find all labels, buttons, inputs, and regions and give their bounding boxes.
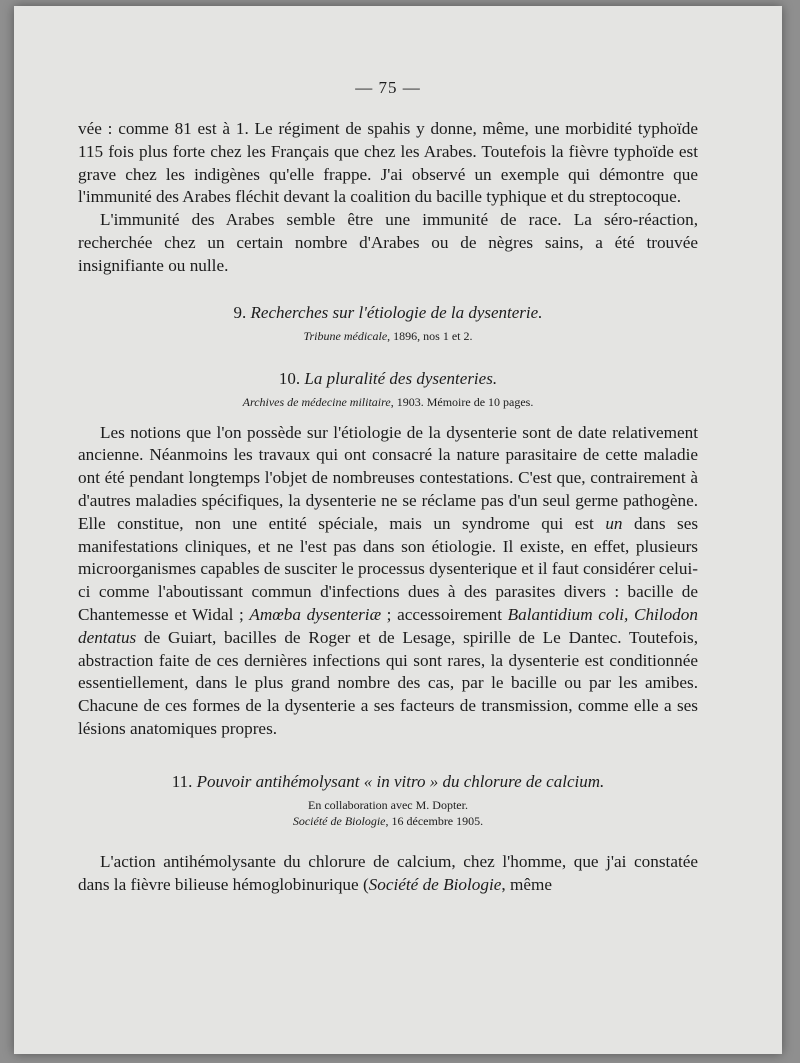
section-11-heading xyxy=(78,771,698,793)
text-run: , même xyxy=(501,874,552,894)
paragraph-immunity: L'immunité des Arabes semble être une immunité de race. La séro-réaction, recherchée chez un certain nombre d'Arabes ou de nègres sains, a été trouvée insignifiante ou nulle. xyxy=(78,210,698,275)
section-10-source: Archives de médecine militaire xyxy=(242,394,391,409)
section-11-source: Société de Biologie xyxy=(292,813,386,828)
paragraph-typhoid: vée : comme 81 est à 1. Le régiment de spahis y donne, même, une morbidité typhoïde 115 fois plus forte chez les Français que chez les Arabes. Toutefois la fièvre typhoïde est grave chez les indigènes qu'elle frappe. J'ai observé un exemple qui démontre que l'immunité des Arabes fléchit devant la coalition du bacille typhique et du streptocoque. xyxy=(78,119,698,207)
section-9-heading xyxy=(78,302,698,324)
text-run-italic: Balantidium coli, Chilodon dentatus xyxy=(78,604,698,647)
section-11-collaboration: En collaboration avec M. Dopter. xyxy=(308,797,468,812)
text-run: de Guiart, bacilles de Roger et de Lesage, spirille de Le Dantec. Toutefois, abstraction faite de ces dernières infections qui sont rares, la dysenterie est conditionnée essentiellement, dans le plus grand nombre des cas, par le bacille ou par les amibes. Chacune de ces formes de la dysenterie a ses facteurs de transmission, comme elle a ses lésions anatomiques propres. xyxy=(78,627,698,738)
section-9-source: Tribune médicale xyxy=(303,328,388,343)
section-10-title: La pluralité des dysenteries. xyxy=(304,368,498,388)
section-11-number: 11. xyxy=(171,771,193,791)
text-run: ; accessoirement xyxy=(381,604,508,624)
section-11-title: Pouvoir antihémolysant « in vitro » du chlorure de calcium. xyxy=(196,771,605,791)
paragraph-calcium xyxy=(78,851,698,897)
section-11-details: , 16 décembre 1905. xyxy=(385,813,484,828)
paragraph-dysentery xyxy=(78,422,698,741)
section-9-title: Recherches sur l'étiologie de la dysenterie. xyxy=(250,302,543,322)
section-9-details: , 1896, nos 1 et 2. xyxy=(387,328,473,343)
page-content xyxy=(78,78,698,896)
section-11-reference xyxy=(78,813,698,829)
text-run: Les notions que l'on possède sur l'étiologie de la dysenterie sont de date relativement ancienne. Néanmoins les travaux qui ont consacré la nature parasitaire de cette maladie ont été pendant longtemps l'objet de nombreuses contestations. C'est que, contrairement à d'autres maladies spécifiques, la dysenterie ne se réclame pas d'un seul germe pathogène. Elle constitue, non une entité spéciale, mais un syndrome qui est xyxy=(78,422,698,533)
text-run-italic: Société de Biologie xyxy=(368,874,502,894)
page-number: — 75 — xyxy=(355,78,421,97)
book-page xyxy=(14,6,782,1054)
text-run: L'action antihémolysante du chlorure de calcium, chez l'homme, que j'ai constatée dans la fièvre bilieuse hémoglobinurique ( xyxy=(78,851,698,894)
text-run-italic: un xyxy=(605,513,623,533)
text-run-italic: Amœba dysenteriæ xyxy=(249,604,382,624)
section-10-number: 10. xyxy=(278,368,301,388)
section-9-number: 9. xyxy=(233,302,247,322)
section-10-reference xyxy=(78,394,698,410)
section-10-heading xyxy=(78,368,698,390)
section-10-details: , 1903. Mémoire de 10 pages. xyxy=(390,394,534,409)
section-9-reference xyxy=(78,328,698,344)
text-run: dans ses manifestations cliniques, et ne l'est pas dans son étiologie. Il existe, en effet, plusieurs microorganismes capables de susciter le processus dysenterique et il faut considérer celui-ci comme l'aboutissant commun d'infections dues à des parasites divers : bacille de Chantemesse et Widal ; xyxy=(78,513,699,624)
